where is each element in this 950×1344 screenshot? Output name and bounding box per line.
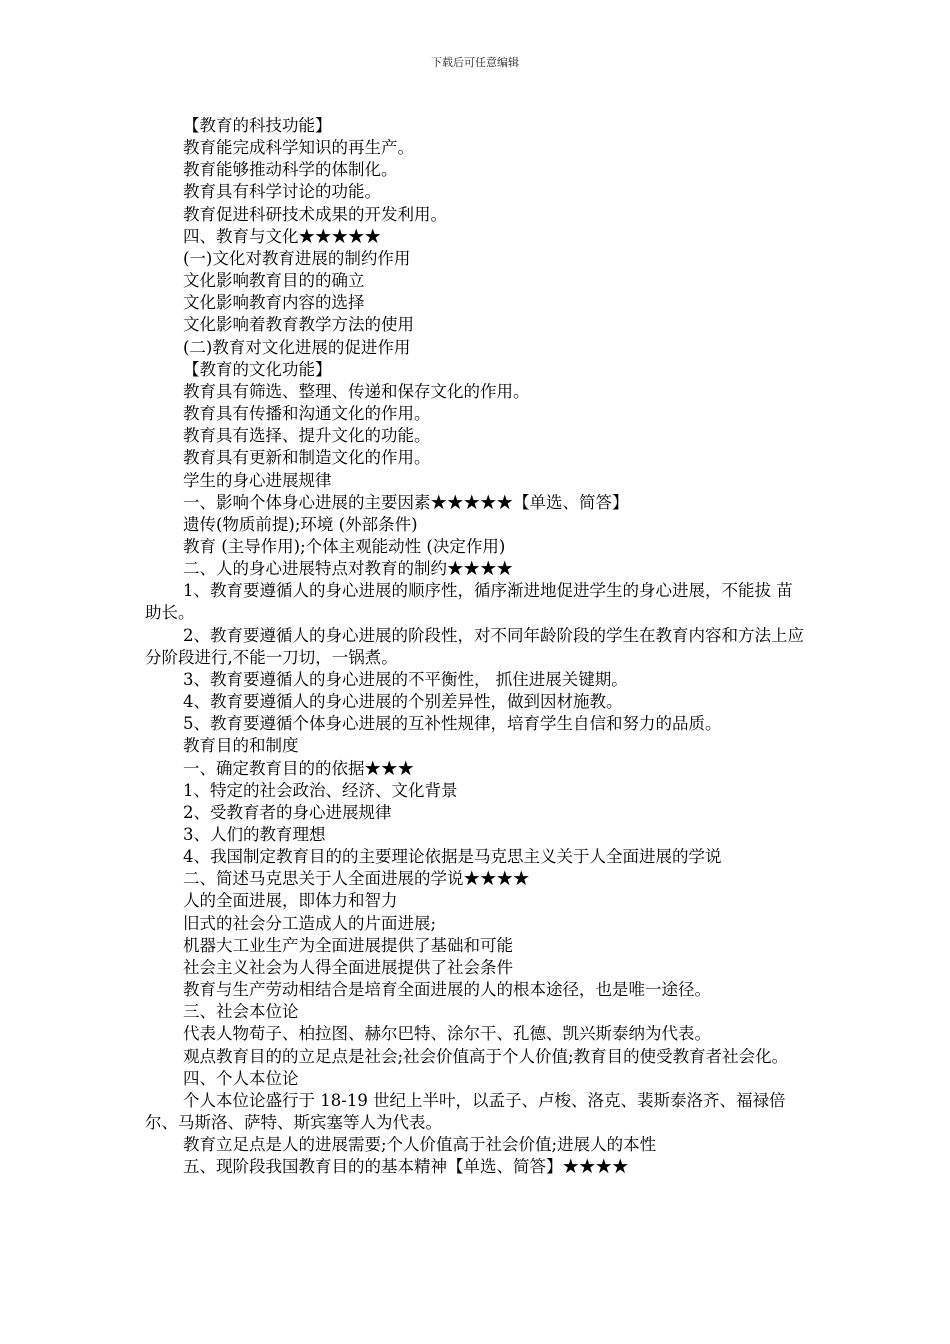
paragraph: 4、教育要遵循人的身心进展的个别差异性，做到因材施教。 (183, 692, 623, 712)
paragraph: 教育具有选择、提升文化的功能。 (183, 426, 431, 446)
paragraph: 【教育的科技功能】 (183, 116, 332, 135)
paragraph: 文化影响教育目的的确立 (183, 271, 365, 291)
paragraph: 1、教育要遵循人的身心进展的顺序性，循序渐进地促进学生的身心进展，不能拔 苗助长。 (145, 581, 793, 623)
paragraph: 4、我国制定教育目的的主要理论依据是马克思主义关于人全面进展的学说 (183, 847, 722, 867)
paragraph: 遗传(物质前提);环境 (外部条件) (183, 514, 418, 534)
paragraph: 教育具有筛选、整理、传递和保存文化的作用。 (183, 381, 530, 401)
paragraph: 3、人们的教育理想 (183, 825, 326, 844)
section-heading: 学生的身心进展规律 (183, 470, 332, 490)
page-header: 下载后可任意编辑 (431, 56, 519, 69)
paragraph: 3、教育要遵循人的身心进展的不平衡性， 抓住进展关键期。 (183, 669, 628, 689)
paragraph: 旧式的社会分工造成人的片面进展; (183, 913, 437, 933)
section-heading: 教育目的和制度 (183, 736, 299, 756)
paragraph: (二)教育对文化进展的促进作用 (183, 337, 411, 357)
paragraph: 文化影响着教育教学方法的使用 (183, 315, 414, 335)
paragraph: 2、教育要遵循人的身心进展的阶段性，对不同年龄阶段的学生在教育内容和方法上应分阶段进行,不能一刀切，一锅煮。 (145, 625, 804, 667)
paragraph: 【教育的文化功能】 (183, 359, 332, 379)
section-heading: 四、个人本位论 (183, 1068, 299, 1088)
section-heading: 五、现阶段我国教育目的的基本精神【单选、简答】★★★★ (183, 1157, 629, 1177)
section-heading: 二、简述马克思关于人全面进展的学说★★★★ (183, 869, 530, 889)
paragraph: 文化影响教育内容的选择 (183, 293, 365, 313)
section-heading: 三、社会本位论 (183, 1002, 299, 1022)
section-heading: 一、影响个体身心进展的主要因素★★★★★【单选、简答】 (183, 492, 629, 512)
paragraph: 教育与生产劳动相结合是培育全面进展的人的根本途径，也是唯一途径。 (183, 980, 711, 1000)
paragraph: 5、教育要遵循个体身心进展的互补性规律，培育学生自信和努力的品质。 (183, 714, 722, 734)
paragraph: (一)文化对教育进展的制约作用 (183, 248, 411, 268)
paragraph: 社会主义社会为人得全面进展提供了社会条件 (183, 957, 513, 977)
paragraph: 1、特定的社会政治、经济、文化背景 (183, 780, 458, 800)
paragraph: 教育能够推动科学的体制化。 (183, 160, 398, 180)
paragraph: 教育 (主导作用);个体主观能动性 (决定作用) (183, 536, 506, 556)
section-heading: 一、确定教育目的的依据★★★ (183, 758, 414, 778)
paragraph: 教育具有更新和制造文化的作用。 (183, 448, 431, 468)
section-heading: 二、人的身心进展特点对教育的制约★★★★ (183, 559, 513, 579)
document-body (145, 115, 807, 1179)
paragraph: 代表人物荀子、柏拉图、赫尔巴特、涂尔干、孔德、凯兴斯泰纳为代表。 (183, 1024, 711, 1044)
paragraph: 人的全面进展，即体力和智力 (183, 891, 398, 911)
paragraph: 教育促进科研技术成果的开发利用。 (183, 204, 447, 224)
paragraph: 教育具有传播和沟通文化的作用。 (183, 404, 431, 424)
section-heading: 四、教育与文化★★★★★ (183, 226, 381, 246)
paragraph: 机器大工业生产为全面进展提供了基础和可能 (183, 935, 513, 955)
paragraph: 2、受教育者的身心进展规律 (183, 802, 392, 822)
paragraph: 观点教育目的的立足点是社会;社会价值高于个人价值;教育目的使受教育者社会化。 (183, 1046, 789, 1066)
paragraph: 教育能完成科学知识的再生产。 (183, 138, 414, 158)
paragraph: 个人本位论盛行于 18-19 世纪上半叶，以孟子、卢梭、洛克、裴斯泰洛齐、福禄倍尔、马斯洛、萨特、斯宾塞等人为代表。 (145, 1090, 786, 1133)
paragraph: 教育具有科学讨论的功能。 (183, 182, 381, 202)
paragraph: 教育立足点是人的进展需要;个人价值高于社会价值;进展人的本性 (183, 1135, 657, 1155)
